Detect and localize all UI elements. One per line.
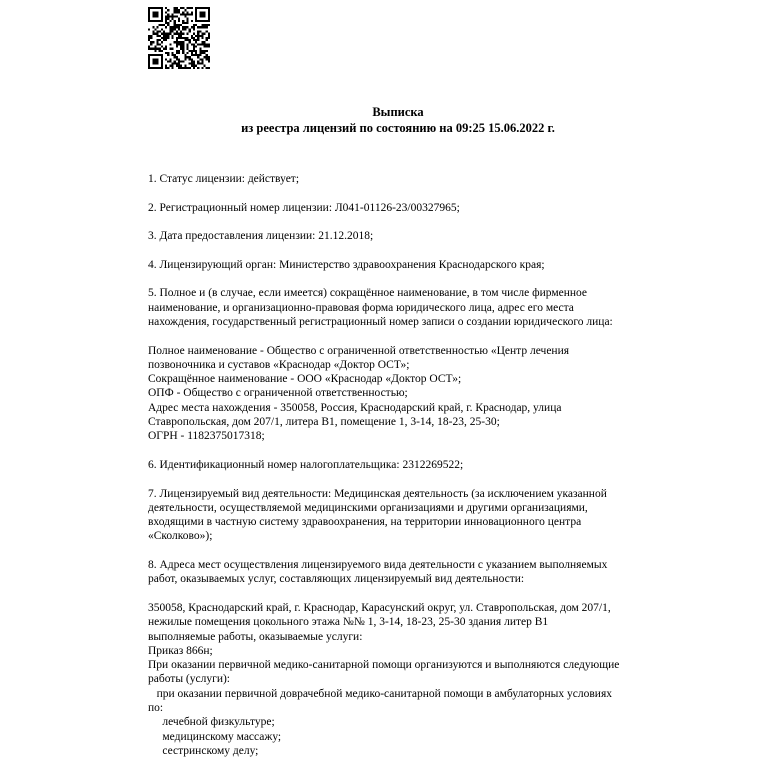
paragraph — [148, 258, 668, 272]
text-line: ОГРН - 1182375017318; — [148, 430, 265, 443]
text-line: 5. Полное и (в случае, если имеется) сокращённое наименование, в том числе фирменное — [148, 287, 587, 300]
qr-code — [148, 7, 210, 69]
text-line: Сокращённое наименование - ООО «Краснодар «Доктор ОСТ»; — [148, 373, 462, 386]
text-line: нежилые помещения цокольного этажа №№ 1, 3-14, 18-23, 25-30 здания литер В1 — [148, 616, 549, 629]
document-subtitle: из реестра лицензий по состоянию на 09:25 15.06.2022 г. — [241, 121, 555, 135]
text-line: 1. Статус лицензии: действует; — [148, 173, 300, 185]
paragraph — [148, 601, 668, 758]
text-line: сестринскому делу; — [148, 744, 259, 757]
text-line: лечебной физкультуре; — [148, 716, 275, 729]
paragraph — [148, 487, 668, 544]
text-line: 2. Регистрационный номер лицензии: Л041-01126-23/00327965; — [148, 201, 460, 214]
text-line: Приказ 866н; — [148, 644, 213, 657]
text-line: работ, оказываемых услуг, составляющих лицензируемый вид деятельности: — [148, 573, 525, 586]
text-line: нахождения, государственный регистрационный номер записи о создании юридического лица: — [148, 315, 613, 328]
document-title: Выписка — [372, 105, 424, 119]
paragraph — [148, 558, 668, 587]
text-line: Ставропольская, дом 207/1, литера В1, помещение 1, 3-14, 18-23, 25-30; — [148, 416, 500, 429]
text-line: по: — [148, 701, 164, 714]
paragraph — [148, 229, 668, 243]
paragraph — [148, 172, 668, 186]
text-line: 4. Лицензирующий орган: Министерство здравоохранения Краснодарского края; — [148, 258, 545, 271]
text-line: входящими в частную систему здравоохранения, на территории инновационного центра — [148, 516, 582, 529]
text-line: работы (услуги): — [148, 673, 230, 686]
text-line: ОПФ - Общество с ограниченной ответственностью; — [148, 387, 408, 400]
paragraph — [148, 458, 668, 472]
text-line: позвоночника и суставов «Краснодар «Доктор ОСТ»; — [148, 358, 410, 371]
text-line: 7. Лицензируемый вид деятельности: Медицинская деятельность (за исключением указанной — [148, 487, 607, 500]
text-line: 8. Адреса мест осуществления лицензируемого вида деятельности с указанием выполняемых — [148, 559, 608, 572]
paragraph — [148, 201, 668, 215]
text-line: При оказании первичной медико-санитарной помощи организуются и выполняются следующие — [148, 659, 620, 672]
text-line: Полное наименование - Общество с ограниченной ответственностью «Центр лечения — [148, 344, 570, 357]
paragraph — [148, 286, 668, 329]
text-line: наименование, и организационно-правовая форма юридического лица, адрес его места — [148, 301, 574, 314]
paragraph — [148, 344, 668, 444]
text-line: 6. Идентификационный номер налогоплательщика: 2312269522; — [148, 458, 464, 471]
text-line: «Сколково»); — [148, 530, 213, 543]
text-line: 3. Дата предоставления лицензии: 21.12.2018; — [148, 230, 374, 243]
text-line: при оказании первичной доврачебной медико-санитарной помощи в амбулаторных условиях — [148, 687, 612, 700]
text-line: медицинскому массажу; — [148, 730, 282, 743]
text-line: Адрес места нахождения - 350058, Россия, Краснодарский край, г. Краснодар, улица — [148, 401, 562, 414]
document-header — [148, 104, 648, 136]
text-line: 350058, Краснодарский край, г. Краснодар, Карасунский округ, ул. Ставропольская, дом 207/1, — [148, 601, 611, 614]
document-body — [148, 172, 668, 772]
text-line: выполняемые работы, оказываемые услуги: — [148, 630, 363, 643]
text-line: деятельности, осуществляемой медицинскими организациями и другими организациями, — [148, 501, 588, 514]
